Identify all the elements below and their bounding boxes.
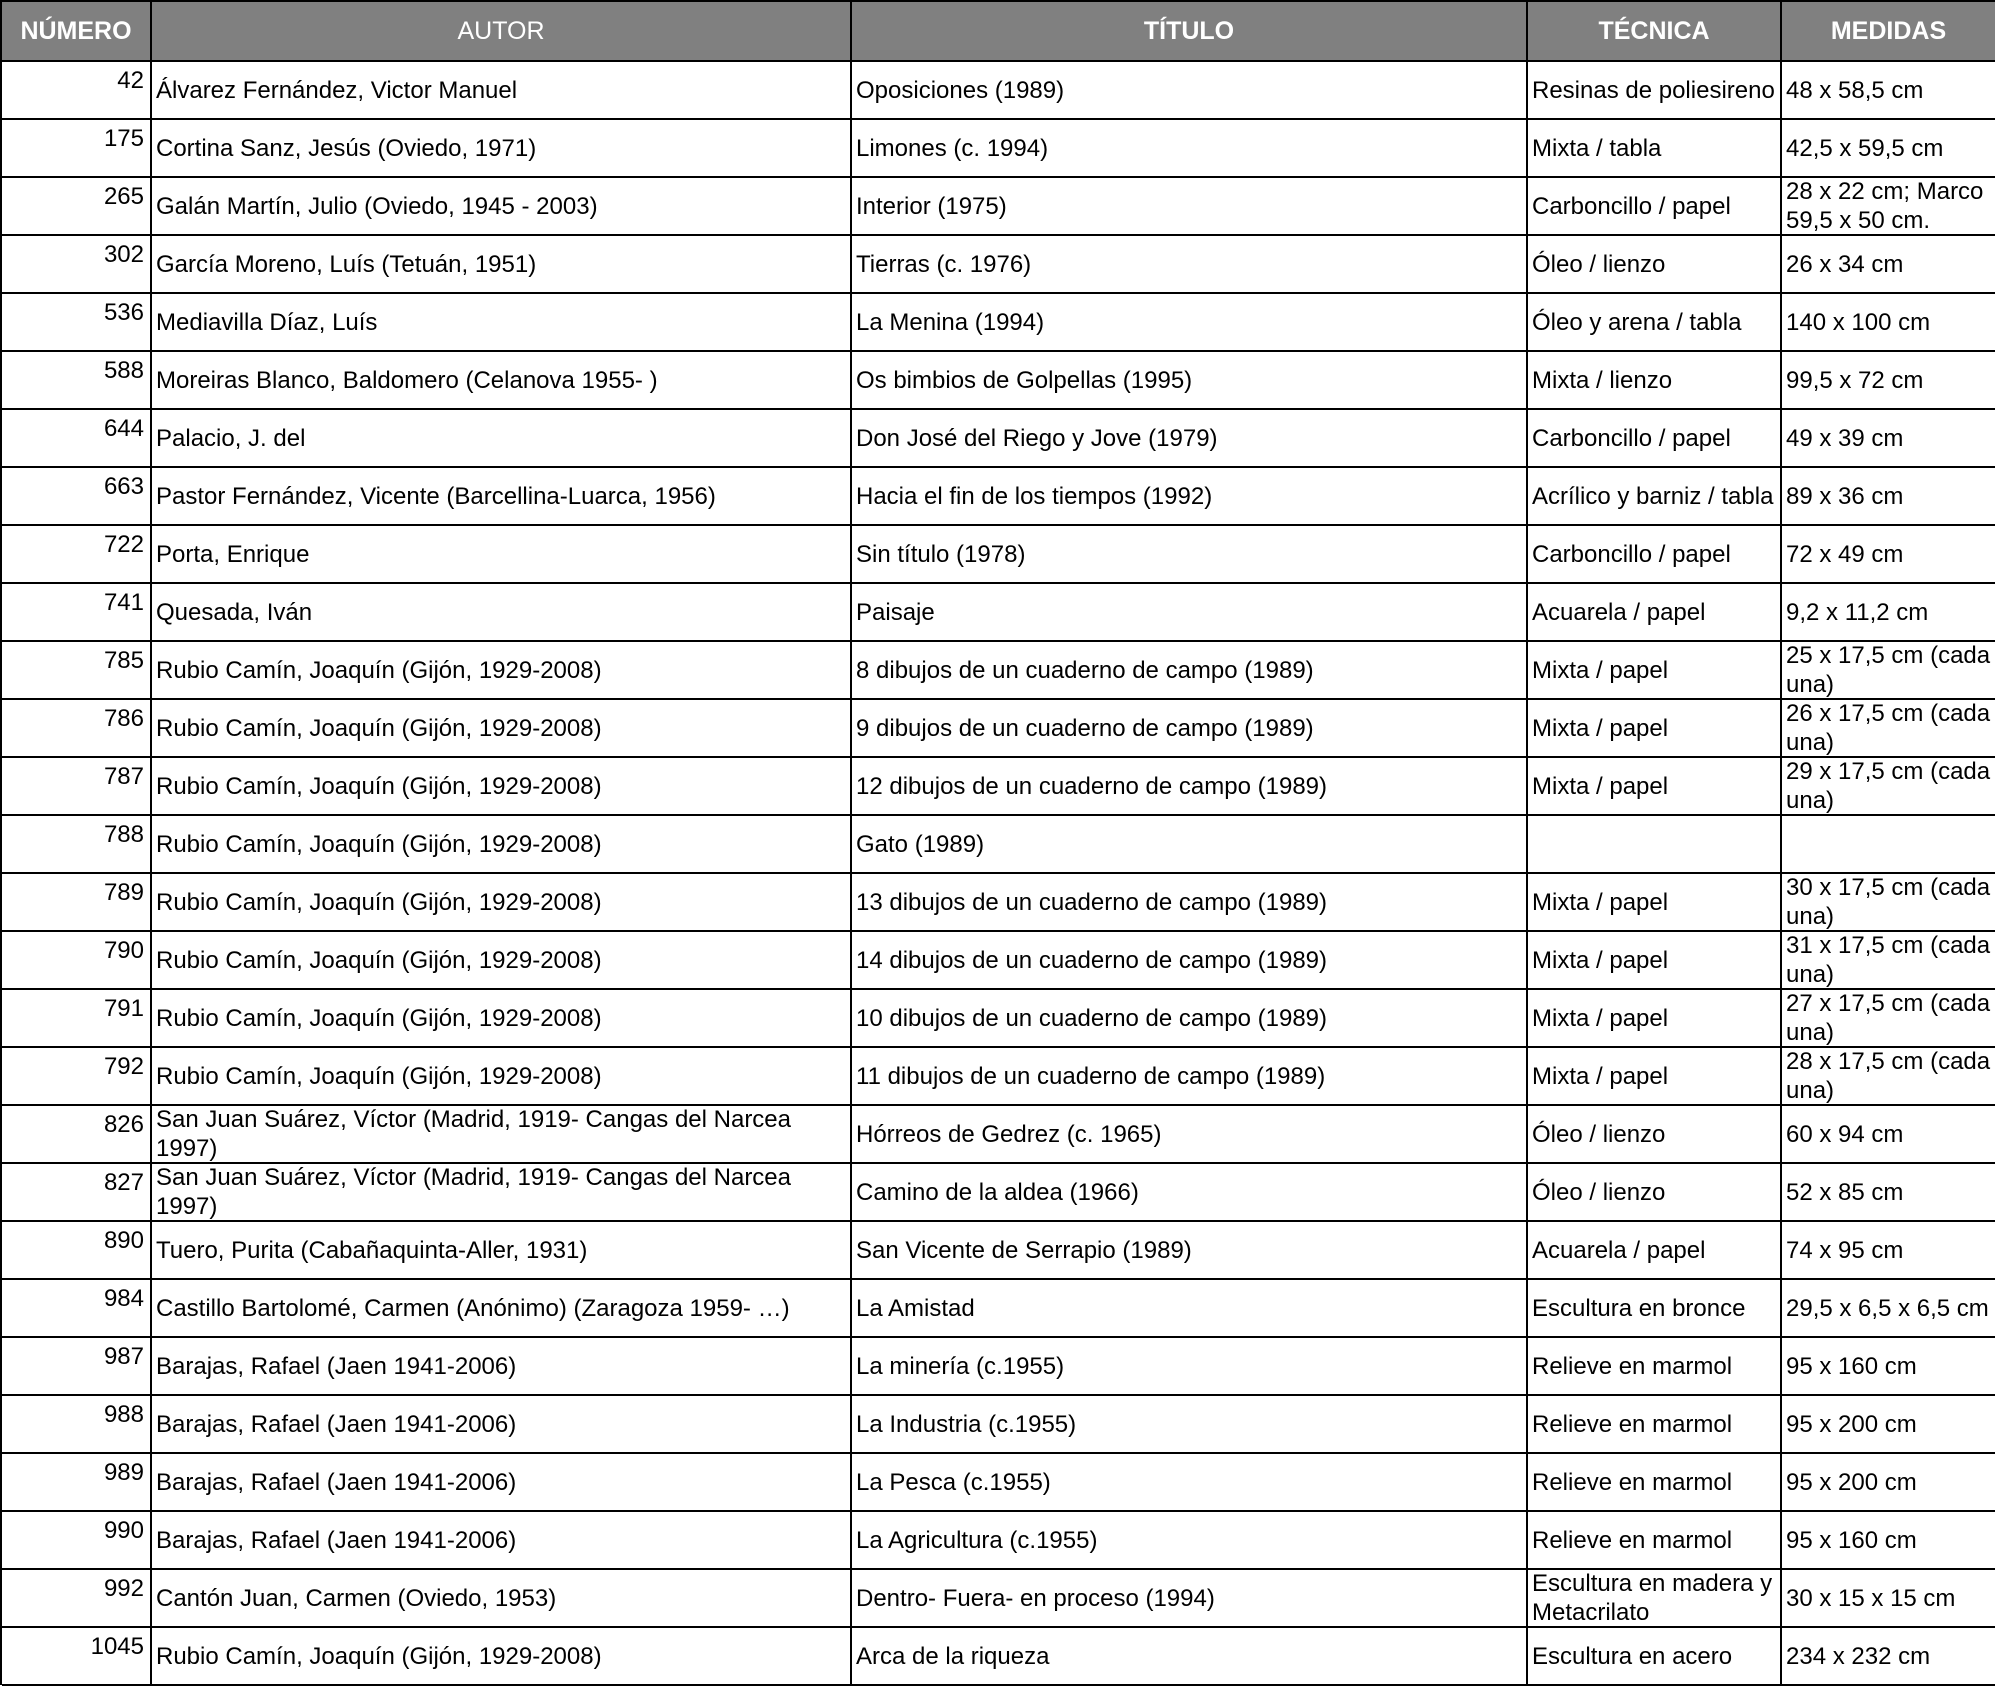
cell-tecnica-text: Mixta / lienzo <box>1532 366 1673 394</box>
cell-autor <box>152 410 852 468</box>
cell-autor <box>152 178 852 236</box>
cell-titulo <box>852 1048 1528 1106</box>
cell-medidas-text: 95 x 160 cm <box>1786 1352 1917 1380</box>
cell-autor <box>152 526 852 584</box>
cell-titulo <box>852 758 1528 816</box>
cell-medidas-text: 95 x 160 cm <box>1786 1526 1917 1554</box>
cell-autor-text: Rubio Camín, Joaquín (Gijón, 1929-2008) <box>156 946 602 974</box>
cell-autor-text: Pastor Fernández, Vicente (Barcellina-Luarca, 1956) <box>156 482 716 510</box>
cell-autor <box>152 990 852 1048</box>
cell-tecnica <box>1528 1454 1782 1512</box>
cell-titulo-text: Oposiciones (1989) <box>856 76 1065 104</box>
cell-numero <box>2 1222 152 1280</box>
cell-medidas-text: 60 x 94 cm <box>1786 1120 1904 1148</box>
cell-titulo <box>852 294 1528 352</box>
cell-tecnica-text: Escultura en acero <box>1532 1642 1733 1670</box>
cell-titulo-text: 9 dibujos de un cuaderno de campo (1989) <box>856 714 1314 742</box>
cell-autor <box>152 1338 852 1396</box>
cell-numero-text: 987 <box>103 1343 144 1370</box>
cell-numero <box>2 1628 152 1686</box>
cell-numero-text: 792 <box>103 1053 144 1080</box>
cell-titulo <box>852 1570 1528 1628</box>
cell-titulo <box>852 1628 1528 1686</box>
header-tecnica: TÉCNICA <box>1528 2 1782 62</box>
cell-autor <box>152 1048 852 1106</box>
cell-medidas <box>1782 1512 1995 1570</box>
cell-tecnica <box>1528 874 1782 932</box>
cell-titulo-text: Dentro- Fuera- en proceso (1994) <box>856 1584 1215 1612</box>
cell-medidas-text: 48 x 58,5 cm <box>1786 76 1924 104</box>
cell-numero <box>2 990 152 1048</box>
cell-medidas-text: 49 x 39 cm <box>1786 424 1904 452</box>
cell-titulo <box>852 1106 1528 1164</box>
cell-autor-text: San Juan Suárez, Víctor (Madrid, 1919- Cangas del Narcea 1997) <box>156 1164 792 1220</box>
cell-autor-text: García Moreno, Luís (Tetuán, 1951) <box>156 250 537 278</box>
cell-numero-text: 790 <box>103 937 144 964</box>
cell-medidas <box>1782 120 1995 178</box>
cell-titulo <box>852 62 1528 120</box>
cell-medidas <box>1782 236 1995 294</box>
cell-numero-text: 786 <box>103 705 144 732</box>
cell-tecnica-text: Carboncillo / papel <box>1532 540 1731 568</box>
cell-autor <box>152 236 852 294</box>
cell-numero-text: 663 <box>103 473 144 500</box>
cell-autor-text: Rubio Camín, Joaquín (Gijón, 1929-2008) <box>156 1642 602 1670</box>
cell-autor <box>152 758 852 816</box>
cell-medidas <box>1782 816 1995 874</box>
cell-autor-text: Álvarez Fernández, Victor Manuel <box>156 76 518 104</box>
cell-medidas <box>1782 178 1995 236</box>
cell-tecnica <box>1528 1164 1782 1222</box>
cell-numero-text: 789 <box>103 879 144 906</box>
cell-titulo <box>852 468 1528 526</box>
cell-titulo <box>852 700 1528 758</box>
cell-tecnica <box>1528 120 1782 178</box>
cell-numero <box>2 120 152 178</box>
cell-autor-text: Porta, Enrique <box>156 540 310 568</box>
cell-numero-text: 42 <box>117 67 144 94</box>
cell-autor <box>152 352 852 410</box>
cell-numero <box>2 758 152 816</box>
cell-autor <box>152 584 852 642</box>
cell-autor <box>152 874 852 932</box>
cell-tecnica-text: Resinas de poliesireno <box>1532 76 1775 104</box>
cell-autor <box>152 642 852 700</box>
cell-titulo <box>852 526 1528 584</box>
cell-medidas-text: 9,2 x 11,2 cm <box>1786 598 1929 626</box>
cell-medidas <box>1782 584 1995 642</box>
cell-medidas-text: 31 x 17,5 cm (cada una) <box>1786 932 1991 988</box>
cell-tecnica-text: Mixta / papel <box>1532 656 1669 684</box>
cell-autor <box>152 1280 852 1338</box>
cell-medidas <box>1782 352 1995 410</box>
cell-numero <box>2 1454 152 1512</box>
cell-medidas-text: 29 x 17,5 cm (cada una) <box>1786 758 1991 814</box>
cell-autor <box>152 1164 852 1222</box>
cell-medidas <box>1782 1570 1995 1628</box>
cell-titulo <box>852 816 1528 874</box>
cell-numero <box>2 526 152 584</box>
cell-numero <box>2 584 152 642</box>
cell-titulo-text: La minería (c.1955) <box>856 1352 1065 1380</box>
cell-titulo-text: 8 dibujos de un cuaderno de campo (1989) <box>856 656 1314 684</box>
cell-medidas <box>1782 1396 1995 1454</box>
cell-numero-text: 644 <box>103 415 144 442</box>
cell-autor-text: Castillo Bartolomé, Carmen (Anónimo) (Zaragoza 1959- …) <box>156 1294 790 1322</box>
cell-numero-text: 302 <box>103 241 144 268</box>
cell-numero-text: 536 <box>103 299 144 326</box>
cell-medidas <box>1782 468 1995 526</box>
cell-autor <box>152 468 852 526</box>
cell-autor <box>152 62 852 120</box>
cell-medidas <box>1782 410 1995 468</box>
cell-numero <box>2 1164 152 1222</box>
cell-autor-text: Rubio Camín, Joaquín (Gijón, 1929-2008) <box>156 1062 602 1090</box>
cell-numero <box>2 62 152 120</box>
cell-medidas-text: 95 x 200 cm <box>1786 1410 1917 1438</box>
cell-numero <box>2 932 152 990</box>
cell-autor-text: Rubio Camín, Joaquín (Gijón, 1929-2008) <box>156 714 602 742</box>
cell-medidas <box>1782 62 1995 120</box>
cell-titulo <box>852 1280 1528 1338</box>
cell-autor <box>152 700 852 758</box>
cell-numero <box>2 352 152 410</box>
cell-numero <box>2 294 152 352</box>
cell-numero-text: 826 <box>103 1111 144 1138</box>
cell-autor-text: San Juan Suárez, Víctor (Madrid, 1919- Cangas del Narcea 1997) <box>156 1106 792 1162</box>
cell-autor <box>152 1628 852 1686</box>
cell-tecnica-text: Relieve en marmol <box>1532 1352 1733 1380</box>
cell-autor <box>152 1106 852 1164</box>
cell-medidas-text: 99,5 x 72 cm <box>1786 366 1924 394</box>
cell-autor-text: Rubio Camín, Joaquín (Gijón, 1929-2008) <box>156 772 602 800</box>
cell-tecnica <box>1528 1628 1782 1686</box>
cell-tecnica <box>1528 352 1782 410</box>
cell-numero <box>2 236 152 294</box>
header-numero: NÚMERO <box>2 2 152 62</box>
header-autor: AUTOR <box>152 2 852 62</box>
cell-autor <box>152 816 852 874</box>
cell-tecnica-text: Relieve en marmol <box>1532 1410 1733 1438</box>
cell-autor-text: Rubio Camín, Joaquín (Gijón, 1929-2008) <box>156 830 602 858</box>
cell-tecnica-text: Mixta / tabla <box>1532 134 1662 162</box>
cell-numero-text: 1045 <box>90 1633 144 1660</box>
cell-medidas-text: 27 x 17,5 cm (cada una) <box>1786 990 1991 1046</box>
cell-tecnica <box>1528 700 1782 758</box>
cell-tecnica-text: Escultura en bronce <box>1532 1294 1746 1322</box>
cell-tecnica <box>1528 932 1782 990</box>
cell-autor-text: Tuero, Purita (Cabañaquinta-Aller, 1931) <box>156 1236 588 1264</box>
cell-numero-text: 984 <box>103 1285 144 1312</box>
cell-numero-text: 989 <box>103 1459 144 1486</box>
cell-autor-text: Mediavilla Díaz, Luís <box>156 308 378 336</box>
cell-medidas-text: 74 x 95 cm <box>1786 1236 1904 1264</box>
cell-titulo-text: 12 dibujos de un cuaderno de campo (1989) <box>856 772 1327 800</box>
cell-titulo-text: 13 dibujos de un cuaderno de campo (1989) <box>856 888 1327 916</box>
cell-tecnica <box>1528 1570 1782 1628</box>
header-medidas: MEDIDAS <box>1782 2 1995 62</box>
cell-titulo <box>852 990 1528 1048</box>
cell-medidas-text: 26 x 17,5 cm (cada una) <box>1786 700 1991 756</box>
cell-titulo-text: 11 dibujos de un cuaderno de campo (1989) <box>856 1062 1326 1090</box>
cell-titulo-text: Don José del Riego y Jove (1979) <box>856 424 1218 452</box>
cell-medidas-text: 234 x 232 cm <box>1786 1642 1931 1670</box>
cell-autor <box>152 120 852 178</box>
cell-autor-text: Cantón Juan, Carmen (Oviedo, 1953) <box>156 1584 557 1612</box>
cell-tecnica <box>1528 584 1782 642</box>
cell-titulo <box>852 352 1528 410</box>
cell-autor-text: Quesada, Iván <box>156 598 313 626</box>
cell-medidas-text: 29,5 x 6,5 x 6,5 cm <box>1786 1294 1989 1322</box>
cell-titulo <box>852 120 1528 178</box>
cell-numero <box>2 410 152 468</box>
cell-autor <box>152 1396 852 1454</box>
cell-autor <box>152 1512 852 1570</box>
cell-numero <box>2 178 152 236</box>
cell-tecnica <box>1528 990 1782 1048</box>
cell-tecnica-text: Mixta / papel <box>1532 1062 1669 1090</box>
cell-titulo <box>852 874 1528 932</box>
cell-tecnica-text: Mixta / papel <box>1532 772 1669 800</box>
cell-tecnica-text: Carboncillo / papel <box>1532 424 1731 452</box>
cell-tecnica <box>1528 1048 1782 1106</box>
cell-numero <box>2 874 152 932</box>
cell-tecnica <box>1528 1338 1782 1396</box>
cell-numero-text: 988 <box>103 1401 144 1428</box>
header-titulo: TÍTULO <box>852 2 1528 62</box>
cell-titulo <box>852 932 1528 990</box>
cell-medidas-text: 140 x 100 cm <box>1786 308 1931 336</box>
cell-tecnica <box>1528 62 1782 120</box>
cell-numero-text: 741 <box>103 589 144 616</box>
cell-medidas-text: 28 x 22 cm; Marco 59,5 x 50 cm. <box>1786 178 1984 234</box>
cell-medidas-text: 89 x 36 cm <box>1786 482 1904 510</box>
cell-numero <box>2 642 152 700</box>
cell-medidas-text: 42,5 x 59,5 cm <box>1786 134 1944 162</box>
cell-tecnica-text: Acuarela / papel <box>1532 598 1706 626</box>
cell-numero <box>2 1512 152 1570</box>
cell-medidas <box>1782 1048 1995 1106</box>
cell-titulo <box>852 1338 1528 1396</box>
cell-numero <box>2 1280 152 1338</box>
cell-titulo <box>852 178 1528 236</box>
cell-medidas-text: 95 x 200 cm <box>1786 1468 1917 1496</box>
cell-tecnica-text: Relieve en marmol <box>1532 1468 1733 1496</box>
cell-tecnica <box>1528 236 1782 294</box>
cell-numero-text: 588 <box>103 357 144 384</box>
cell-medidas <box>1782 932 1995 990</box>
cell-autor-text: Galán Martín, Julio (Oviedo, 1945 - 2003) <box>156 192 598 220</box>
cell-titulo-text: Limones (c. 1994) <box>856 134 1049 162</box>
cell-tecnica-text: Relieve en marmol <box>1532 1526 1733 1554</box>
cell-medidas-text: 30 x 17,5 cm (cada una) <box>1786 874 1991 930</box>
cell-numero <box>2 816 152 874</box>
cell-numero-text: 265 <box>103 183 144 210</box>
cell-tecnica-text: Óleo y arena / tabla <box>1532 308 1742 336</box>
cell-autor-text: Palacio, J. del <box>156 424 306 452</box>
cell-autor <box>152 1222 852 1280</box>
cell-titulo-text: Os bimbios de Golpellas (1995) <box>856 366 1193 394</box>
cell-titulo-text: Hórreos de Gedrez (c. 1965) <box>856 1120 1162 1148</box>
cell-titulo-text: Arca de la riqueza <box>856 1642 1050 1670</box>
cell-titulo <box>852 1222 1528 1280</box>
cell-medidas <box>1782 642 1995 700</box>
cell-numero-text: 175 <box>103 125 144 152</box>
cell-medidas <box>1782 1106 1995 1164</box>
cell-autor <box>152 1454 852 1512</box>
cell-medidas <box>1782 758 1995 816</box>
cell-titulo <box>852 1512 1528 1570</box>
cell-numero <box>2 700 152 758</box>
cell-medidas-text: 72 x 49 cm <box>1786 540 1904 568</box>
cell-tecnica-text: Óleo / lienzo <box>1532 1120 1666 1148</box>
cell-medidas <box>1782 1280 1995 1338</box>
cell-autor-text: Barajas, Rafael (Jaen 1941-2006) <box>156 1468 517 1496</box>
cell-autor-text: Barajas, Rafael (Jaen 1941-2006) <box>156 1526 517 1554</box>
cell-autor-text: Rubio Camín, Joaquín (Gijón, 1929-2008) <box>156 1004 602 1032</box>
cell-medidas-text: 30 x 15 x 15 cm <box>1786 1584 1956 1612</box>
cell-titulo-text: Gato (1989) <box>856 830 985 858</box>
cell-numero-text: 722 <box>103 531 144 558</box>
cell-medidas <box>1782 1222 1995 1280</box>
cell-numero-text: 890 <box>103 1227 144 1254</box>
cell-autor-text: Moreiras Blanco, Baldomero (Celanova 1955- ) <box>156 366 658 394</box>
cell-titulo <box>852 236 1528 294</box>
cell-tecnica <box>1528 1106 1782 1164</box>
cell-medidas <box>1782 700 1995 758</box>
cell-tecnica-text: Escultura en madera y Metacrilato <box>1532 1570 1773 1626</box>
cell-titulo-text: Sin título (1978) <box>856 540 1026 568</box>
cell-medidas-text: 28 x 17,5 cm (cada una) <box>1786 1048 1991 1104</box>
cell-tecnica <box>1528 1222 1782 1280</box>
cell-numero-text: 827 <box>103 1169 144 1196</box>
cell-titulo <box>852 642 1528 700</box>
cell-titulo <box>852 584 1528 642</box>
cell-titulo-text: La Agricultura (c.1955) <box>856 1526 1098 1554</box>
cell-tecnica-text: Mixta / papel <box>1532 1004 1669 1032</box>
cell-tecnica <box>1528 816 1782 874</box>
cell-tecnica <box>1528 1280 1782 1338</box>
cell-tecnica-text: Mixta / papel <box>1532 714 1669 742</box>
cell-medidas <box>1782 526 1995 584</box>
cell-titulo <box>852 1396 1528 1454</box>
cell-titulo <box>852 410 1528 468</box>
cell-titulo-text: Paisaje <box>856 598 935 626</box>
cell-numero <box>2 468 152 526</box>
cell-tecnica-text: Carboncillo / papel <box>1532 192 1731 220</box>
cell-titulo-text: Interior (1975) <box>856 192 1007 220</box>
cell-titulo-text: Hacia el fin de los tiempos (1992) <box>856 482 1213 510</box>
cell-titulo-text: San Vicente de Serrapio (1989) <box>856 1236 1192 1264</box>
cell-tecnica <box>1528 642 1782 700</box>
cell-autor-text: Barajas, Rafael (Jaen 1941-2006) <box>156 1352 517 1380</box>
cell-autor-text: Rubio Camín, Joaquín (Gijón, 1929-2008) <box>156 656 602 684</box>
cell-tecnica <box>1528 1396 1782 1454</box>
cell-numero <box>2 1048 152 1106</box>
cell-numero <box>2 1570 152 1628</box>
cell-medidas <box>1782 874 1995 932</box>
cell-tecnica-text: Óleo / lienzo <box>1532 1178 1666 1206</box>
cell-tecnica-text: Mixta / papel <box>1532 888 1669 916</box>
cell-numero-text: 990 <box>103 1517 144 1544</box>
cell-autor <box>152 1570 852 1628</box>
cell-tecnica <box>1528 294 1782 352</box>
cell-autor-text: Rubio Camín, Joaquín (Gijón, 1929-2008) <box>156 888 602 916</box>
cell-medidas <box>1782 1454 1995 1512</box>
cell-numero <box>2 1338 152 1396</box>
cell-medidas-text: 25 x 17,5 cm (cada una) <box>1786 642 1991 698</box>
cell-numero-text: 785 <box>103 647 144 674</box>
cell-autor <box>152 294 852 352</box>
cell-titulo-text: La Menina (1994) <box>856 308 1045 336</box>
cell-tecnica-text: Óleo / lienzo <box>1532 250 1666 278</box>
cell-autor-text: Barajas, Rafael (Jaen 1941-2006) <box>156 1410 517 1438</box>
cell-tecnica <box>1528 758 1782 816</box>
cell-tecnica <box>1528 178 1782 236</box>
cell-numero <box>2 1106 152 1164</box>
cell-tecnica-text: Acrílico y barniz / tabla <box>1532 482 1774 510</box>
cell-titulo-text: 10 dibujos de un cuaderno de campo (1989) <box>856 1004 1327 1032</box>
cell-medidas <box>1782 990 1995 1048</box>
cell-medidas <box>1782 1628 1995 1686</box>
cell-medidas-text: 26 x 34 cm <box>1786 250 1904 278</box>
cell-medidas <box>1782 1338 1995 1396</box>
cell-medidas <box>1782 1164 1995 1222</box>
cell-titulo-text: La Amistad <box>856 1294 975 1322</box>
cell-numero-text: 787 <box>103 763 144 790</box>
cell-tecnica-text: Mixta / papel <box>1532 946 1669 974</box>
cell-numero-text: 788 <box>103 821 144 848</box>
cell-titulo-text: 14 dibujos de un cuaderno de campo (1989) <box>856 946 1327 974</box>
cell-tecnica <box>1528 410 1782 468</box>
cell-titulo-text: La Pesca (c.1955) <box>856 1468 1051 1496</box>
cell-medidas <box>1782 294 1995 352</box>
cell-titulo <box>852 1164 1528 1222</box>
cell-titulo-text: La Industria (c.1955) <box>856 1410 1077 1438</box>
cell-tecnica <box>1528 526 1782 584</box>
cell-numero-text: 791 <box>103 995 144 1022</box>
cell-autor <box>152 932 852 990</box>
cell-tecnica <box>1528 468 1782 526</box>
cell-numero <box>2 1396 152 1454</box>
cell-tecnica <box>1528 1512 1782 1570</box>
cell-numero-text: 992 <box>103 1575 144 1602</box>
cell-titulo <box>852 1454 1528 1512</box>
cell-titulo-text: Camino de la aldea (1966) <box>856 1178 1139 1206</box>
cell-tecnica-text: Acuarela / papel <box>1532 1236 1706 1264</box>
cell-medidas-text: 52 x 85 cm <box>1786 1178 1904 1206</box>
cell-titulo-text: Tierras (c. 1976) <box>856 250 1032 278</box>
cell-autor-text: Cortina Sanz, Jesús (Oviedo, 1971) <box>156 134 537 162</box>
